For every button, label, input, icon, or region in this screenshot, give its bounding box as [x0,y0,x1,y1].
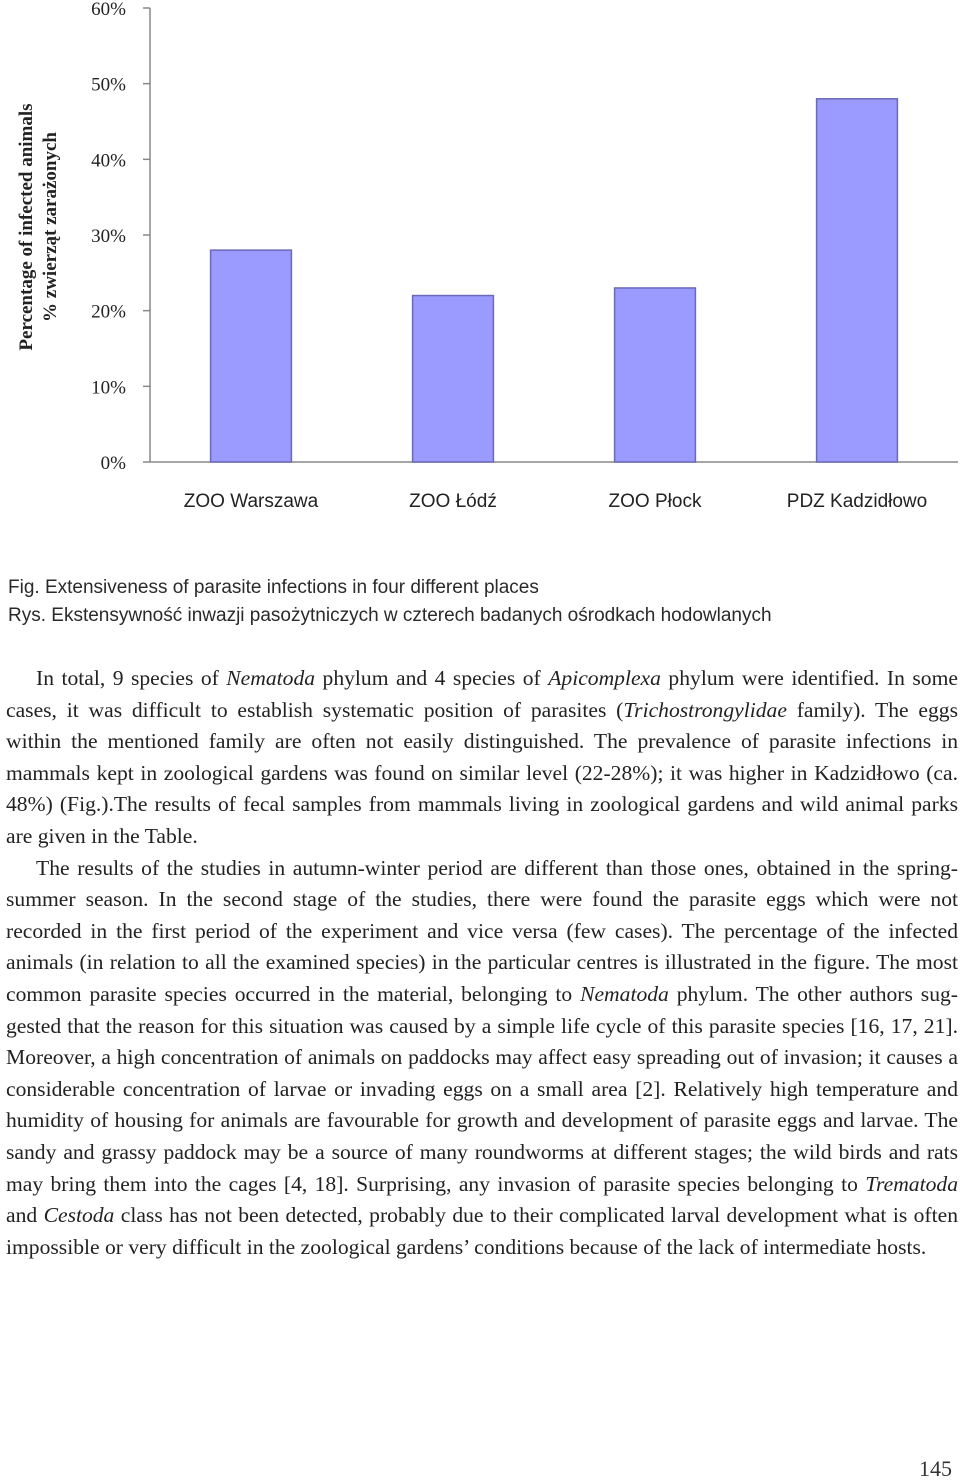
paragraph [6,663,958,853]
text-run: class has not been detected, probably due to their complicated larval development what is often impossible or very difficult in the zoological gardens’ conditions because of the lack of intermediate hosts. [6,1203,958,1259]
text-run: phylum. The other authors suggested that the reason for this situation was caused by a simple life cycle of this parasite species [16, 17, 21]. Moreover, a high concentration of animals on paddocks may affect easy spreading out of invasion; it causes a considerable concentration of larvae or invading eggs on a small area [2]. Relatively high temperature and humidity of housing for animals are favourable for growth and development of parasite eggs and larvae. The sandy and grassy paddock may be a source of many roundworms at different stages; the wild birds and rats may bring them into the cages [4, 18]. Surprising, any invasion of parasite species belonging to [6,981,958,1196]
text-run: phylum were identified. In some cases, it was difficult to establish systematic position of parasites ( [6,666,958,722]
page-number: 145 [919,1456,952,1481]
taxon-name: Trematoda [865,1171,958,1196]
text-run: phylum and 4 species of [315,666,549,690]
y-tick-label: 10% [91,377,126,399]
x-tick-label: ZOO Płock [608,491,702,512]
taxon-name: Apicomplexa [548,666,661,690]
taxon-name: Cestoda [43,1203,115,1228]
y-tick-label: 30% [91,226,126,247]
bar [817,99,898,462]
y-axis-ticks [91,0,150,474]
text-run: In total, 9 species of [36,666,227,690]
x-tick-label: ZOO Łódź [409,491,497,512]
y-tick-label: 40% [91,150,126,172]
text-run: and [6,1203,44,1228]
y-tick-label: 50% [91,74,126,96]
bars [211,99,898,462]
bar [615,288,696,462]
body-text [6,663,958,1263]
taxon-name: Trichostrongylidae [623,697,787,722]
bar-chart [0,0,960,540]
bar [211,250,292,462]
y-tick-label: 0% [100,453,126,474]
taxon-name: Nematoda [580,981,669,1006]
figure-caption-polish: Rys. Ekstensywność inwazji pasożytniczych w czterech badanych ośrodkach hodowlanych [8,605,772,626]
text-run: The results of the studies in autumn-winter period are different than those ones, obtained in the spring-summer season. In the second stage of the studies, there were found the parasite eggs which were not recorded in the first period of the experiment and vice versa (few cases). The percentage of the infected animals (in relation to all the examined species) in the particular centres is illustrated in the figure. The most common parasite species occurred in the material, belonging to [6,855,958,1006]
paragraph [6,853,958,1264]
y-tick-label: 60% [91,0,126,20]
y-tick-label: 20% [91,301,126,323]
x-tick-label: PDZ Kadzidłowo [786,491,928,512]
x-axis-labels [184,491,927,512]
taxon-name: Nematoda [226,666,316,690]
bar [413,296,494,462]
y-axis-label [16,103,61,350]
text-run: family). The eggs within the mentioned family are often not easily distinguished. The prevalence of parasite infections in mammals kept in zoological gardens was found on similar level (22-28%); it was higher in Kadzidłowo (ca. 48%) (Fig.).The results of fecal samples from mammals living in zoological gardens and wild animal parks are given in the Table. [6,697,958,848]
y-axis-label-line: % zwierząt zarażonych [40,132,61,322]
x-tick-label: ZOO Warszawa [183,491,319,512]
y-axis-label-line: Percentage of infected animals [16,103,37,351]
figure-caption-english: Fig. Extensiveness of parasite infections in four different places [8,577,539,598]
chart-canvas [0,0,960,540]
